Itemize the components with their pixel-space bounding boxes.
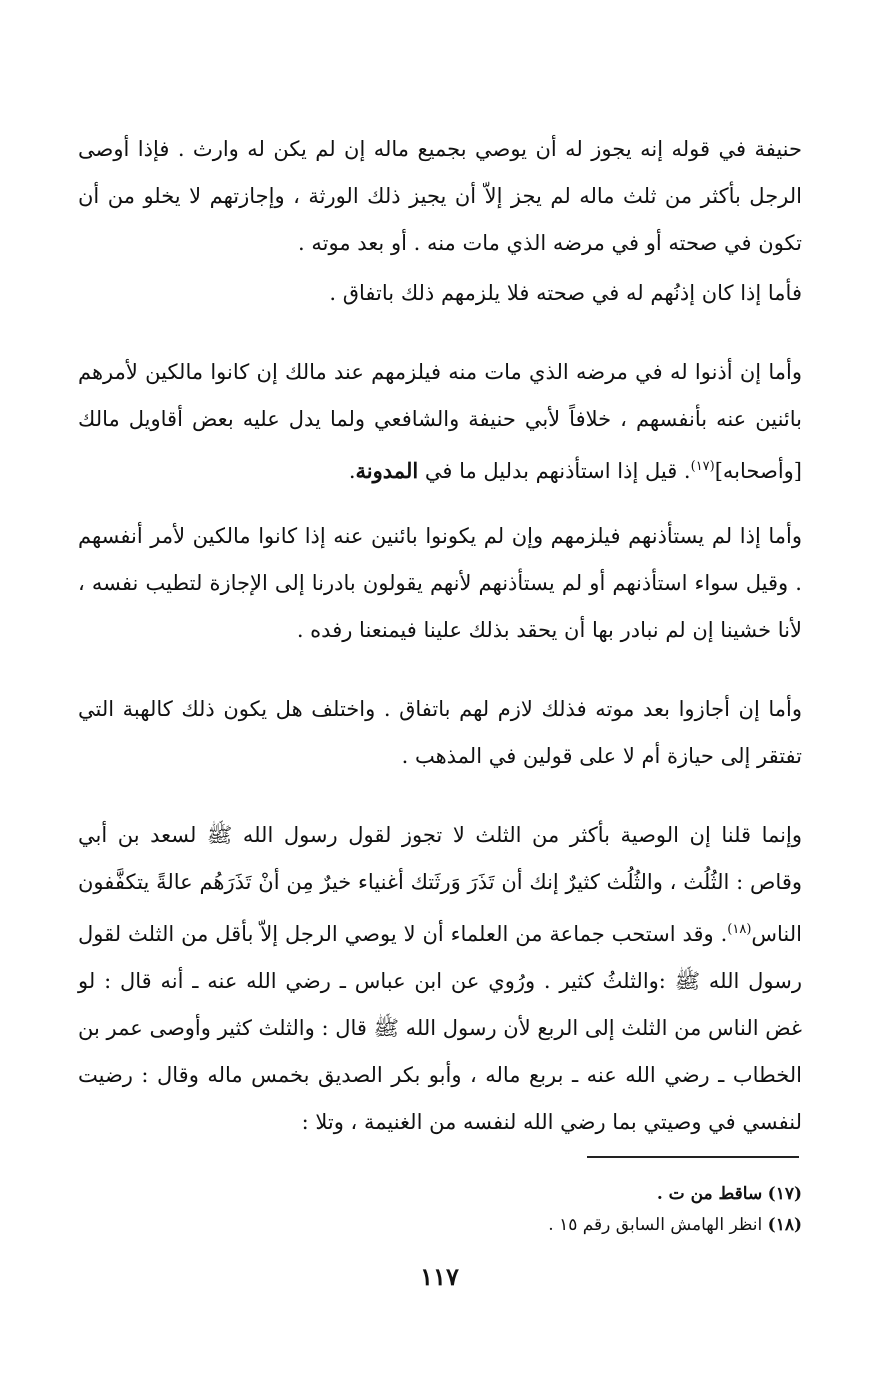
footnote-18-number: (١٨) — [767, 1215, 802, 1235]
paragraph-1-text: حنيفة في قوله إنه يجوز له أن يوصي بجميع ماله إن لم يكن له وارث . فإذا أوصى الرجل بأكثر من ثلث ماله لم يجز إلاّ أن يجيز ذلك الورثة ، وإجازتهم لا يخلو من أن تكون في صحته أو في مرضه الذي مات منه . أو بعد موته . — [78, 137, 802, 255]
paragraph-3-text-after: . — [348, 459, 356, 483]
paragraph-4-text: وأما إذا لم يستأذنهم فيلزمهم وإن لم يكونوا بائنين عنه إذا كانوا مالكين لأمر أنفسهم . وقيل سواء استأذنهم أو لم يستأذنهم لأنهم يقولون بادرنا إلى الإجازة لتطيب نفسه ، لأنا خشينا إن لم نبادر بها أن يحقد بذلك علينا فيمنعنا رفده . — [78, 524, 802, 642]
footnote-separator — [587, 1156, 799, 1158]
paragraph-5-text: وأما إن أجازوا بعد موته فذلك لازم لهم باتفاق . واختلف هل يكون ذلك كالهبة التي تفتقر إلى حيازة أم لا على قولين في المذهب . — [78, 697, 802, 768]
footnote-17-text: ساقط من ت . — [656, 1184, 763, 1204]
paragraph-6 — [78, 812, 802, 1146]
paragraph-3-text-before: وأما إن أذنوا له في مرضه الذي مات منه فيلزمهم عند مالك إن كانوا مالكين لأمرهم بائنين عنه بأنفسهم ، خلافاً لأبي حنيفة والشافعي ولما يدل عليه بعض أقاويل مالك [وأصحابه] — [78, 360, 802, 483]
footnote-18 — [80, 1212, 802, 1238]
paragraph-2 — [78, 270, 802, 317]
paragraph-2-text: فأما إذا كان إذنُهم له في صحته فلا يلزمهم ذلك باتفاق . — [329, 281, 802, 305]
footnote-17-number: (١٧) — [767, 1184, 802, 1204]
footnote-17 — [80, 1181, 802, 1207]
mudawwana-title: المدونة — [355, 458, 419, 483]
footnote-18-text: انظر الهامش السابق رقم ١٥ . — [548, 1215, 763, 1235]
paragraph-3 — [78, 349, 802, 495]
paragraph-1 — [78, 126, 802, 267]
paragraph-3-text-middle: . قيل إذا استأذنهم بدليل ما في — [418, 459, 691, 483]
paragraph-6-text-before: وإنما قلنا إن الوصية بأكثر من الثلث لا تجوز لقول رسول الله ﷺ لسعد بن أبي وقاص : الثُلُث ، والثُلُث كثيرٌ إنك أن تَذَرَ وَرثَتك أغنياء خيرٌ مِن أنْ تَذَرَهُم عالةً يتكفَّفون الناس — [78, 823, 802, 946]
page-number: ١١٧ — [420, 1262, 459, 1291]
paragraph-5 — [78, 686, 802, 780]
footnote-ref-17: (١٧) — [690, 459, 715, 474]
footnote-ref-18: (١٨) — [727, 922, 752, 937]
paragraph-4 — [78, 513, 802, 654]
paragraph-6-text-after: . وقد استحب جماعة من العلماء أن لا يوصي الرجل إلاّ بأقل من الثلث لقول رسول الله ﷺ :والثلثُ كثير . ورُوي عن ابن عباس ـ رضي الله عنه ـ أنه قال : لو غض الناس من الثلث إلى الربع لأن رسول الله ﷺ قال : والثلث كثير وأوصى عمر بن الخطاب ـ رضي الله عنه ـ بربع ماله ، وأبو بكر الصديق بخمس ماله وقال : رضيت لنفسي في وصيتي بما رضي الله لنفسه من الغنيمة ، وتلا : — [78, 922, 802, 1134]
